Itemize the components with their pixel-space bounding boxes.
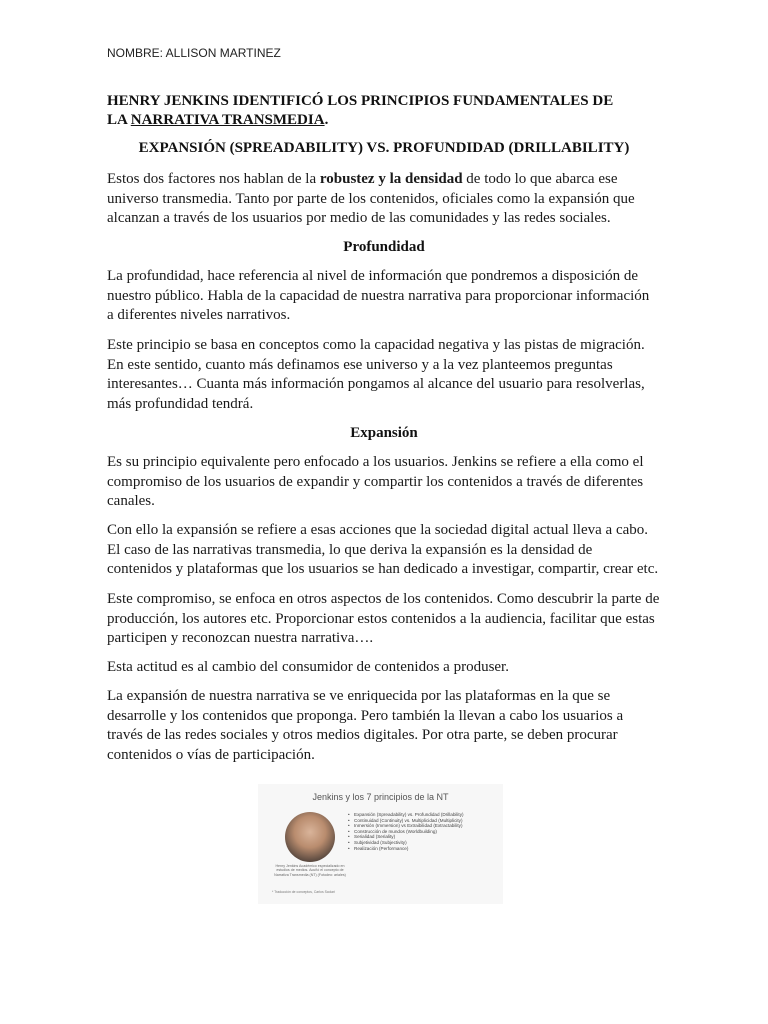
title-underlined-term: NARRATIVA TRANSMEDIA [130, 112, 325, 128]
expansion-paragraph-4 [107, 658, 667, 678]
paragraph-line: Este compromiso, se enfoca en otros aspectos de los contenidos. Como descubrir la parte de [107, 591, 660, 607]
student-name: NOMBRE: ALLISON MARTINEZ [107, 46, 281, 60]
paragraph-line: canales. [107, 493, 155, 510]
paragraph-line: participen y reconozcan nuestra narrativa…. [107, 630, 374, 647]
expansion-paragraph-5 [107, 687, 667, 766]
principles-list [348, 812, 498, 851]
paragraph-line: desarrolle y los contenidos que proponga. Pero también la llevan a cabo los usuarios a [107, 707, 624, 724]
intro-line-3: alcanzan a través de los usuarios por medio de las comunidades y las redes sociales. [107, 210, 611, 227]
title-line-2-suffix: . [324, 112, 329, 128]
paragraph-line: nuestro público. Habla de la capacidad de nuestra narrativa para proporcionar información [107, 287, 650, 304]
list-item: • Continuidad (Continuity) vs. Multiplicidad (Multiplicity) [348, 818, 498, 824]
paragraph-line: compromiso de los usuarios de expandir y compartir los contenidos a través de diferentes [107, 473, 644, 490]
embedded-slide-image [258, 784, 503, 904]
list-item: • Inmersión (Immersion) vs Extraibilidad (Extractability) [348, 823, 498, 829]
paragraph-line: interesantes… Cuanta más información pongamos al alcance del usuario para resolverlas, [107, 376, 645, 393]
paragraph-line: producción, los autores etc. Proporcionar estos contenidos a la audiencia, facilitar que estas [107, 610, 655, 627]
expansion-paragraph-2 [107, 521, 667, 580]
intro-text-b: de todo lo que abarca ese [462, 171, 618, 187]
paragraph-line: contenidos o vías de participación. [107, 747, 315, 764]
expansion-paragraph-3 [107, 590, 667, 649]
paragraph-line: En este sentido, cuanto más definamos ese universo y a la vez planteemos preguntas [107, 356, 613, 373]
paragraph-line: Con ello la expansión se refiere a esas acciones que la sociedad digital actual lleva a cabo. [107, 522, 649, 538]
slide-title: Jenkins y los 7 principios de la NT [312, 792, 449, 802]
title-line-1: HENRY JENKINS IDENTIFICÓ LOS PRINCIPIOS FUNDAMENTALES DE [107, 93, 614, 109]
paragraph-line: más profundidad tendrá. [107, 396, 254, 413]
intro-paragraph [107, 170, 667, 229]
photo-caption: Henry Jenkins Académico especializado en estudios de medios. Acuñó el concepto de Narrativa Transmedia (NT) (Fotodeo: ariales) [274, 864, 346, 877]
paragraph-line: La profundidad, hace referencia al nivel de información que pondremos a disposición de [107, 268, 639, 284]
heading-expansion: Expansión [350, 425, 418, 441]
intro-line-2: universo transmedia. Tanto por parte de los contenidos, oficiales como la expansión que [107, 190, 635, 207]
paragraph-line: través de las redes sociales y otros medios digitales. Por otra parte, se deben procurar [107, 727, 618, 744]
paragraph-line: El caso de las narrativas transmedia, lo que deriva la expansión es la densidad de [107, 541, 593, 558]
paragraph-line: Esta actitud es al cambio del consumidor de contenidos a produser. [107, 659, 509, 675]
heading-profundidad: Profundidad [343, 239, 425, 255]
expansion-paragraph-1 [107, 453, 667, 512]
document-subtitle: EXPANSIÓN (SPREADABILITY) VS. PROFUNDIDAD (DRILLABILITY) [138, 140, 630, 156]
paragraph-line: contenidos y plataformas que los usuarios se han dedicado a investigar, compartir, crear etc. [107, 561, 659, 578]
slide-footnote: * Traducción de conceptos, Carlos Scolari [272, 890, 335, 894]
paragraph-line: Es su principio equivalente pero enfocado a los usuarios. Jenkins se refiere a ella como el [107, 454, 644, 470]
paragraph-line: a diferentes niveles narrativos. [107, 307, 291, 324]
portrait-photo [285, 812, 335, 862]
list-item: • Subjetividad (Subjectivity) [348, 840, 498, 846]
document-title [107, 92, 667, 130]
paragraph-line: Este principio se basa en conceptos como la capacidad negativa y las pistas de migración. [107, 337, 645, 353]
list-item: • Expansión (Spreadability) vs. Profundidad (Drillability) [348, 812, 498, 818]
paragraph-line: La expansión de nuestra narrativa se ve enriquecida por las plataformas en la que se [107, 688, 611, 704]
profundidad-paragraph-1 [107, 267, 667, 326]
profundidad-paragraph-2 [107, 336, 667, 415]
list-item: • Realización (Performance) [348, 846, 498, 852]
intro-bold-text: robustez y la densidad [319, 171, 463, 187]
title-line-2-prefix: LA [107, 112, 131, 128]
intro-text-a: Estos dos factores nos hablan de la [107, 171, 320, 187]
list-item: • Serialidad (Seriality) [348, 834, 498, 840]
list-item: • Construcción de mundos (Worldbuilding) [348, 829, 498, 835]
